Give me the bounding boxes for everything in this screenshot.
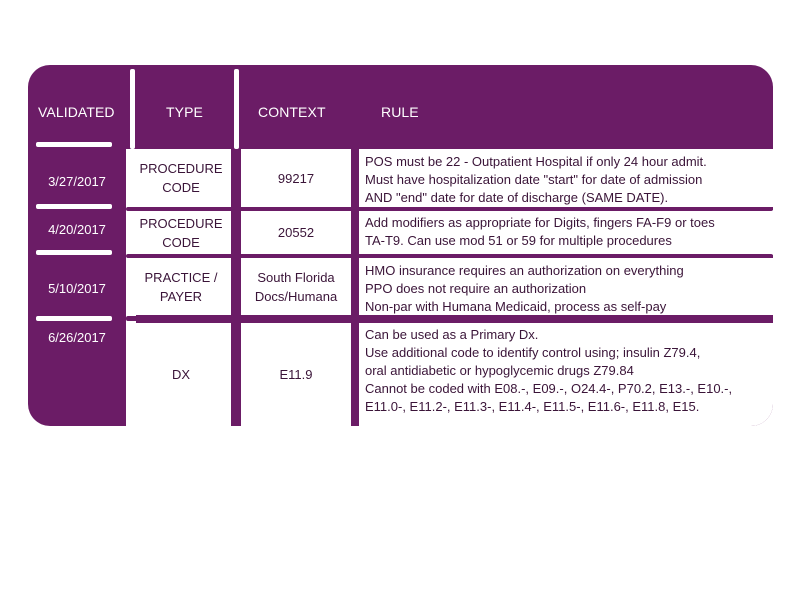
row-2-type: PROCEDURE CODE [131,210,231,255]
header-context: CONTEXT [258,104,326,120]
header-type: TYPE [166,104,203,120]
row-4-date: 6/26/2017 [48,330,106,345]
row-3-context: South Florida Docs/Humana [241,258,351,315]
row-4-context: E11.9 [241,323,351,426]
row-3-type: PRACTICE / PAYER [131,258,231,315]
row-divider [126,207,773,211]
row-1-date: 3/27/2017 [48,174,106,189]
header-validated: VALIDATED [38,104,115,120]
header-divider [130,69,135,149]
date-divider [36,316,112,321]
row-1-type: PROCEDURE CODE [131,149,231,207]
row-divider [126,316,773,321]
row-2-rule: Add modifiers as appropriate for Digits, fingers FA-F9 or toes TA-T9. Can use mod 51 or 59 for multiple procedures [359,210,773,255]
header-rule: RULE [381,104,419,120]
row-2-context: 20552 [241,210,351,255]
column-divider [233,149,239,426]
header-divider [234,69,239,149]
row-4-rule: Can be used as a Primary Dx. Use additional code to identify control using; insulin Z79.4, oral antidiabetic or hypoglycemic drugs Z79.84 Cannot be coded with E08.-, E09.-, O24.4-, P70.2, E13.-, E10.-, E11.0-, E11.2-, E11.3-, E11.4-, E11.5-, E11.6-, E11.8, E15. [359,323,773,426]
row-1-rule: POS must be 22 - Outpatient Hospital if only 24 hour admit. Must have hospitalization date "start" for date of admission AND "end" date for date of discharge (SAME DATE). [359,149,773,207]
row-1-context: 99217 [241,149,351,207]
row-4-type: DX [131,323,231,426]
column-divider [351,149,357,426]
row-divider [126,254,773,258]
validation-rules-table [28,65,773,426]
row-3-rule: HMO insurance requires an authorization on everything PPO does not require an authorization Non-par with Humana Medicaid, process as self-pay [359,258,773,315]
row-3-date: 5/10/2017 [48,281,106,296]
row-2-date: 4/20/2017 [48,222,106,237]
date-divider [36,142,112,147]
date-divider [36,250,112,255]
date-divider [36,204,112,209]
